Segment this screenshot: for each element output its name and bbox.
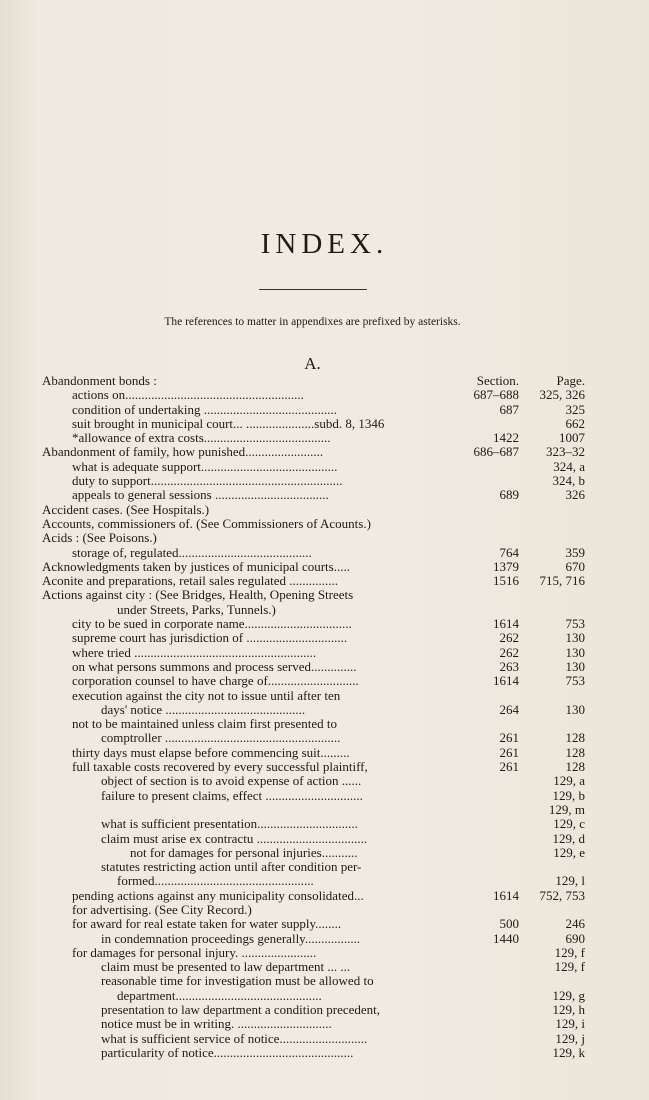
entry-page: 690 [565, 930, 585, 946]
entry-page: 128 [565, 730, 585, 746]
entry-section: 1614 [493, 887, 519, 903]
entry-text: for damages for personal injury. ....................... [72, 944, 317, 960]
entry-page: 129, d [552, 830, 585, 846]
entry-page: 129, j [555, 1030, 585, 1046]
entry-text: *allowance of extra costs....................................... [72, 430, 331, 446]
entry-text: formed................................................. [117, 873, 314, 889]
entry-text: claim must be presented to law department ... ... [101, 959, 351, 975]
entry-section: 1516 [493, 573, 519, 589]
entry-section: 264 [499, 701, 519, 717]
entry-text: Actions against city : (See Bridges, Health, Opening Streets [42, 587, 354, 603]
index-entry [0, 560, 649, 574]
index-entry [0, 374, 649, 388]
index-entry [0, 1003, 649, 1017]
index-entry [0, 746, 649, 760]
entry-text: execution against the city not to issue until after ten [72, 687, 341, 703]
entry-text: actions on....................................................... [72, 387, 304, 403]
entry-text: Accident cases. (See Hospitals.) [42, 501, 210, 517]
entry-page: 662 [565, 415, 585, 431]
entry-page: 670 [565, 558, 585, 574]
entry-section: 262 [499, 644, 519, 660]
entry-text: failure to present claims, effect .............................. [101, 787, 363, 803]
entry-section: 1379 [493, 558, 519, 574]
entry-text: statutes restricting action until after condition per- [101, 859, 362, 875]
entry-page: 130 [565, 644, 585, 660]
index-entry [0, 588, 649, 602]
entry-page: 324, b [552, 473, 585, 489]
index-entry [0, 603, 649, 617]
index-entry [0, 646, 649, 660]
index-entry [0, 774, 649, 788]
entry-section: 1440 [493, 930, 519, 946]
index-entry [0, 1017, 649, 1031]
entry-text: thirty days must elapse before commencing suit......... [72, 744, 350, 760]
index-entry [0, 1046, 649, 1060]
entry-text: in condemnation proceedings generally................. [101, 930, 361, 946]
entry-text: city to be sued in corporate name................................. [72, 616, 352, 632]
asterisk-note: The references to matter in appendixes are prefixed by asterisks. [164, 316, 461, 328]
entry-page: 129, f [554, 959, 585, 975]
entry-page: 129, a [553, 773, 585, 789]
page-title: INDEX. [260, 228, 389, 260]
index-entry [0, 903, 649, 917]
entry-page: 129, b [552, 787, 585, 803]
entry-section: 686–687 [473, 444, 519, 460]
index-entry [0, 889, 649, 903]
index-entry [0, 917, 649, 931]
entry-text: pending actions against any municipality consolidated... [72, 887, 364, 903]
entry-text: where tried ........................................................ [72, 644, 317, 660]
entry-text: presentation to law department a condition precedent, [101, 1002, 381, 1018]
entry-text: what is sufficient presentation............................... [101, 816, 358, 832]
entry-text: what is sufficient service of notice........................... [101, 1030, 368, 1046]
entry-text: notice must be in writing. ............................. [101, 1016, 332, 1032]
index-entry [0, 932, 649, 946]
entry-section: 1422 [493, 430, 519, 446]
entry-page: 129, i [555, 1016, 585, 1032]
entry-text: for award for real estate taken for water supply........ [72, 916, 342, 932]
index-entry [0, 846, 649, 860]
entry-text: not for damages for personal injuries........... [130, 844, 358, 860]
entry-page: 359 [565, 544, 585, 560]
entry-text: Acids : (See Poisons.) [42, 530, 157, 546]
entry-text: Aconite and preparations, retail sales regulated ............... [42, 573, 339, 589]
entry-page: 753 [565, 616, 585, 632]
entry-page: 130 [565, 630, 585, 646]
entry-section: 1614 [493, 616, 519, 632]
entry-text: corporation counsel to have charge of............................ [72, 673, 359, 689]
page-column-header: Page. [556, 373, 585, 388]
entry-text: comptroller ...................................................... [101, 730, 341, 746]
entry-text: duty to support........................................................... [72, 473, 343, 489]
entry-section: 261 [499, 759, 519, 775]
entry-text: claim must arise ex contractu .................................. [101, 830, 368, 846]
index-entry [0, 403, 649, 417]
index-entry [0, 388, 649, 402]
entry-page: 129, l [555, 873, 585, 889]
entry-page: 246 [565, 916, 585, 932]
entry-page: 752, 753 [539, 887, 585, 903]
entry-page: 753 [565, 673, 585, 689]
entry-text: Acknowledgments taken by justices of municipal courts..... [42, 558, 350, 574]
index-entry [0, 760, 649, 774]
entry-section: 262 [499, 630, 519, 646]
entry-text: days' notice ........................................... [101, 701, 306, 717]
entry-page: 129, g [552, 987, 585, 1003]
index-entry [0, 574, 649, 588]
index-entry [0, 789, 649, 803]
entry-text: supreme court has jurisdiction of ............................... [72, 630, 348, 646]
entry-section: 261 [499, 730, 519, 746]
entry-page: 325 [565, 401, 585, 417]
entry-page: 1007 [559, 430, 585, 446]
index-entry [0, 431, 649, 445]
index-entry [0, 731, 649, 745]
index-entry [0, 417, 649, 431]
entry-text: Accounts, commissioners of. (See Commissioners of Acounts.) [42, 515, 371, 531]
entry-text: storage of, regulated......................................... [72, 544, 312, 560]
index-entries [0, 374, 649, 1060]
index-entry [0, 874, 649, 888]
index-entry [0, 1032, 649, 1046]
index-entry [0, 517, 649, 531]
entry-text: particularity of notice........................................... [101, 1044, 354, 1060]
entry-section: 687–688 [473, 387, 519, 403]
index-entry [0, 832, 649, 846]
index-entry [0, 974, 649, 988]
entry-text: full taxable costs recovered by every successful plaintiff, [72, 759, 368, 775]
entry-section: 689 [499, 487, 519, 503]
index-entry [0, 674, 649, 688]
entry-section: 687 [499, 401, 519, 417]
entry-section: 764 [499, 544, 519, 560]
index-entry [0, 488, 649, 502]
entry-text: suit brought in municipal court... .....................subd. 8, 1346 [72, 415, 385, 431]
index-entry [0, 689, 649, 703]
index-entry [0, 531, 649, 545]
entry-page: 129, c [553, 816, 585, 832]
entry-text: Abandonment bonds : [42, 373, 157, 388]
entry-page: 130 [565, 658, 585, 674]
entry-section: 500 [499, 916, 519, 932]
index-entry [0, 803, 649, 817]
index-entry [0, 660, 649, 674]
entry-text: what is adequate support.......................................... [72, 458, 338, 474]
index-entry [0, 703, 649, 717]
entry-text: condition of undertaking ......................................... [72, 401, 338, 417]
index-entry [0, 546, 649, 560]
entry-text: on what persons summons and process served.............. [72, 658, 357, 674]
entry-text: reasonable time for investigation must be allowed to [101, 973, 374, 989]
index-entry [0, 474, 649, 488]
index-entry [0, 503, 649, 517]
index-entry [0, 817, 649, 831]
index-entry [0, 989, 649, 1003]
section-letter: A. [304, 354, 321, 373]
index-entry [0, 860, 649, 874]
entry-page: 129, f [554, 944, 585, 960]
entry-page: 128 [565, 744, 585, 760]
entry-text: under Streets, Parks, Tunnels.) [117, 601, 276, 617]
index-entry [0, 946, 649, 960]
entry-page: 129, h [552, 1002, 585, 1018]
entry-page: 128 [565, 759, 585, 775]
entry-page: 130 [565, 701, 585, 717]
entry-section: 263 [499, 658, 519, 674]
entry-section: 261 [499, 744, 519, 760]
index-entry [0, 445, 649, 459]
entry-text: department............................................. [117, 987, 322, 1003]
entry-page: 129, k [552, 1044, 585, 1060]
entry-text: for advertising. (See City Record.) [72, 901, 252, 917]
entry-text: Abandonment of family, how punished........................ [42, 444, 324, 460]
index-entry [0, 960, 649, 974]
entry-page: 129, e [553, 844, 585, 860]
entry-page: 324, a [553, 458, 585, 474]
index-entry [0, 631, 649, 645]
entry-page: 326 [565, 487, 585, 503]
title-rule [259, 289, 367, 290]
index-entry [0, 717, 649, 731]
entry-page: 129, m [548, 801, 585, 817]
entry-text: object of section is to avoid expense of action ...... [101, 773, 362, 789]
index-entry [0, 617, 649, 631]
entry-section: 1614 [493, 673, 519, 689]
entry-text: appeals to general sessions ................................... [72, 487, 329, 503]
entry-text: not to be maintained unless claim first presented to [72, 716, 337, 732]
entry-page: 325, 326 [539, 387, 585, 403]
index-entry [0, 460, 649, 474]
section-column-header: Section. [476, 373, 519, 388]
entry-page: 715, 716 [539, 573, 585, 589]
entry-page: 323–32 [546, 444, 585, 460]
